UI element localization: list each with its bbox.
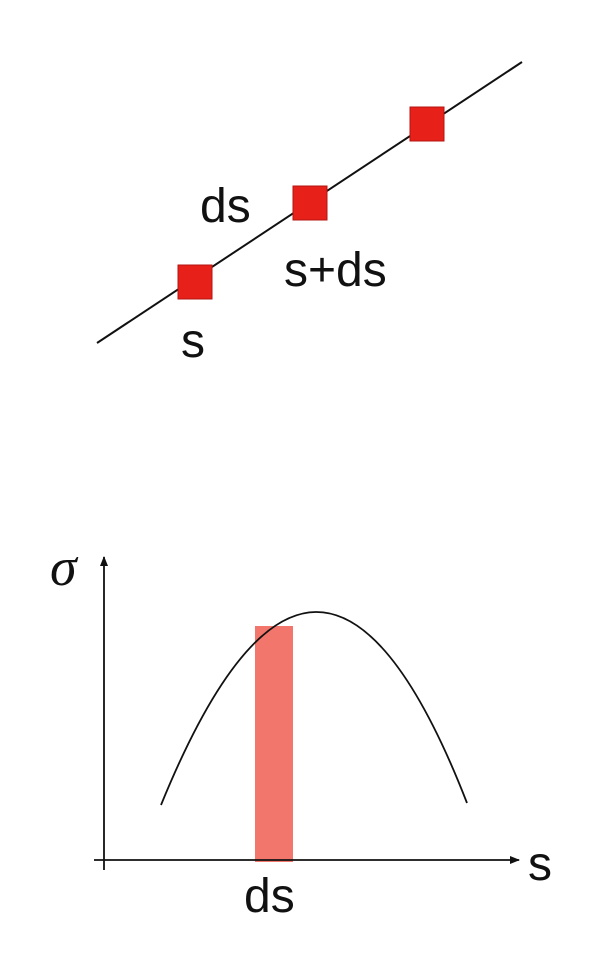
y-axis-label-sigma: σ <box>50 537 77 597</box>
label-s-top: s <box>181 315 205 368</box>
ds-bar-label: ds <box>244 870 295 923</box>
sigma-curve <box>161 612 467 805</box>
label-s-plus-ds: s+ds <box>284 244 387 297</box>
label-ds-top: ds <box>200 180 251 233</box>
marker-s-plus-ds <box>293 186 327 220</box>
ds-bar <box>255 626 293 862</box>
sigma-plot <box>50 537 552 923</box>
marker-far <box>410 107 444 141</box>
path-diagram <box>97 62 522 368</box>
x-axis-label-s: s <box>528 838 552 891</box>
marker-s <box>178 265 212 299</box>
